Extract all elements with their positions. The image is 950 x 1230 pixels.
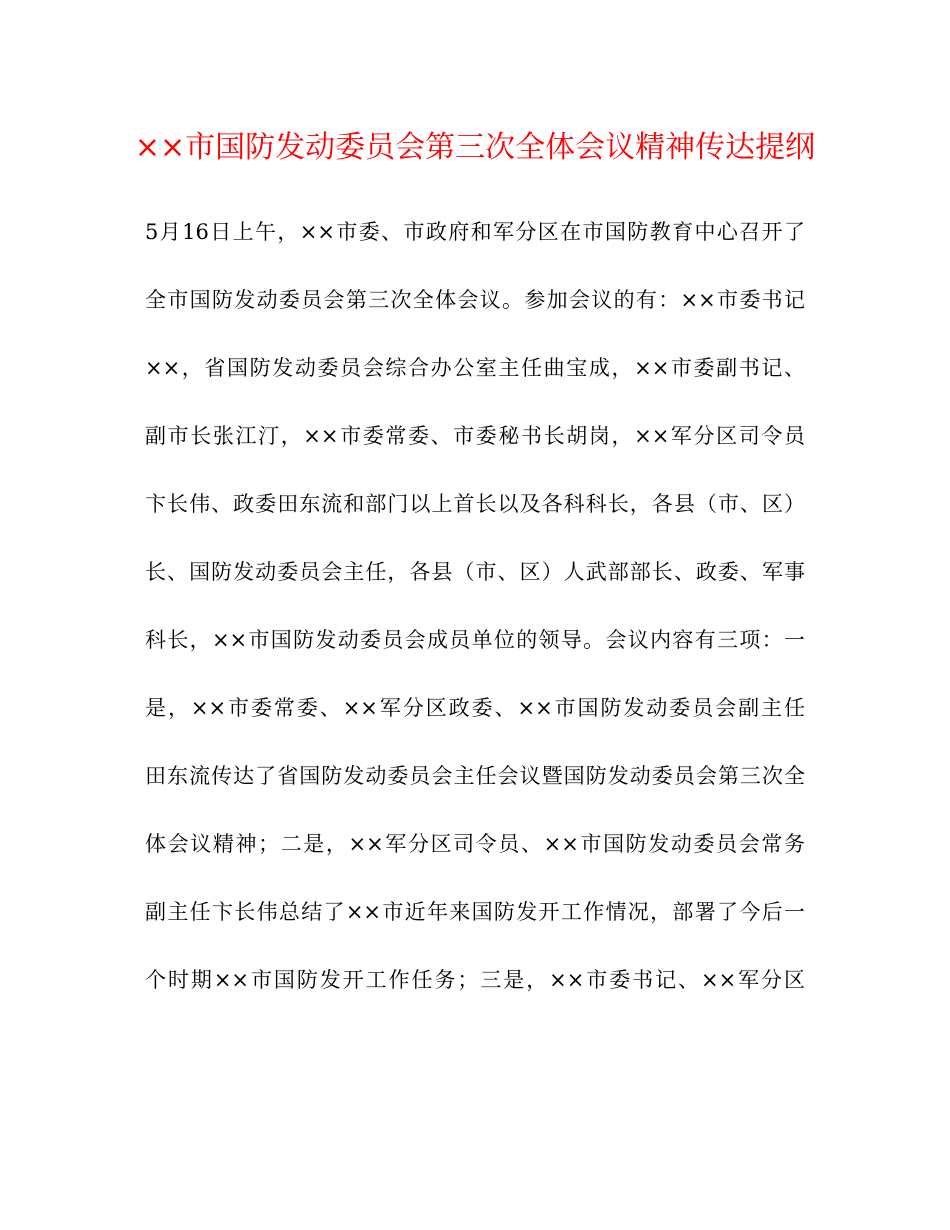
body-line: 科长，××市国防发动委员会成员单位的领导。会议内容有三项：一 bbox=[145, 628, 805, 652]
body-line: 5月16日上午，××市委、市政府和军分区在市国防教育中心召开了 bbox=[145, 220, 805, 244]
body-line: 田东流传达了省国防发动委员会主任会议暨国防发动委员会第三次全 bbox=[145, 764, 805, 788]
document-body bbox=[145, 212, 805, 1028]
body-line: ××，省国防发动委员会综合办公室主任曲宝成，××市委副书记、 bbox=[145, 356, 805, 380]
body-line: 长、国防发动委员会主任，各县（市、区）人武部部长、政委、军事 bbox=[145, 560, 805, 584]
body-line: 是，××市委常委、××军分区政委、××市国防发动委员会副主任 bbox=[145, 696, 805, 720]
body-line: 卞长伟、政委田东流和部门以上首长以及各科科长，各县（市、区） bbox=[145, 492, 805, 516]
body-line: 体会议精神；二是，××军分区司令员、××市国防发动委员会常务 bbox=[145, 832, 805, 856]
document-title: ××市国防发动委员会第三次全体会议精神传达提纲 bbox=[134, 130, 816, 165]
body-line: 个时期××市国防发开工作任务；三是，××市委书记、××军分区 bbox=[145, 968, 805, 992]
body-line: 副主任卞长伟总结了××市近年来国防发开工作情况，部署了今后一 bbox=[145, 900, 805, 924]
body-line: 副市长张江汀，××市委常委、市委秘书长胡岗，××军分区司令员 bbox=[145, 424, 805, 448]
body-line: 全市国防发动委员会第三次全体会议。参加会议的有：××市委书记 bbox=[145, 288, 805, 312]
